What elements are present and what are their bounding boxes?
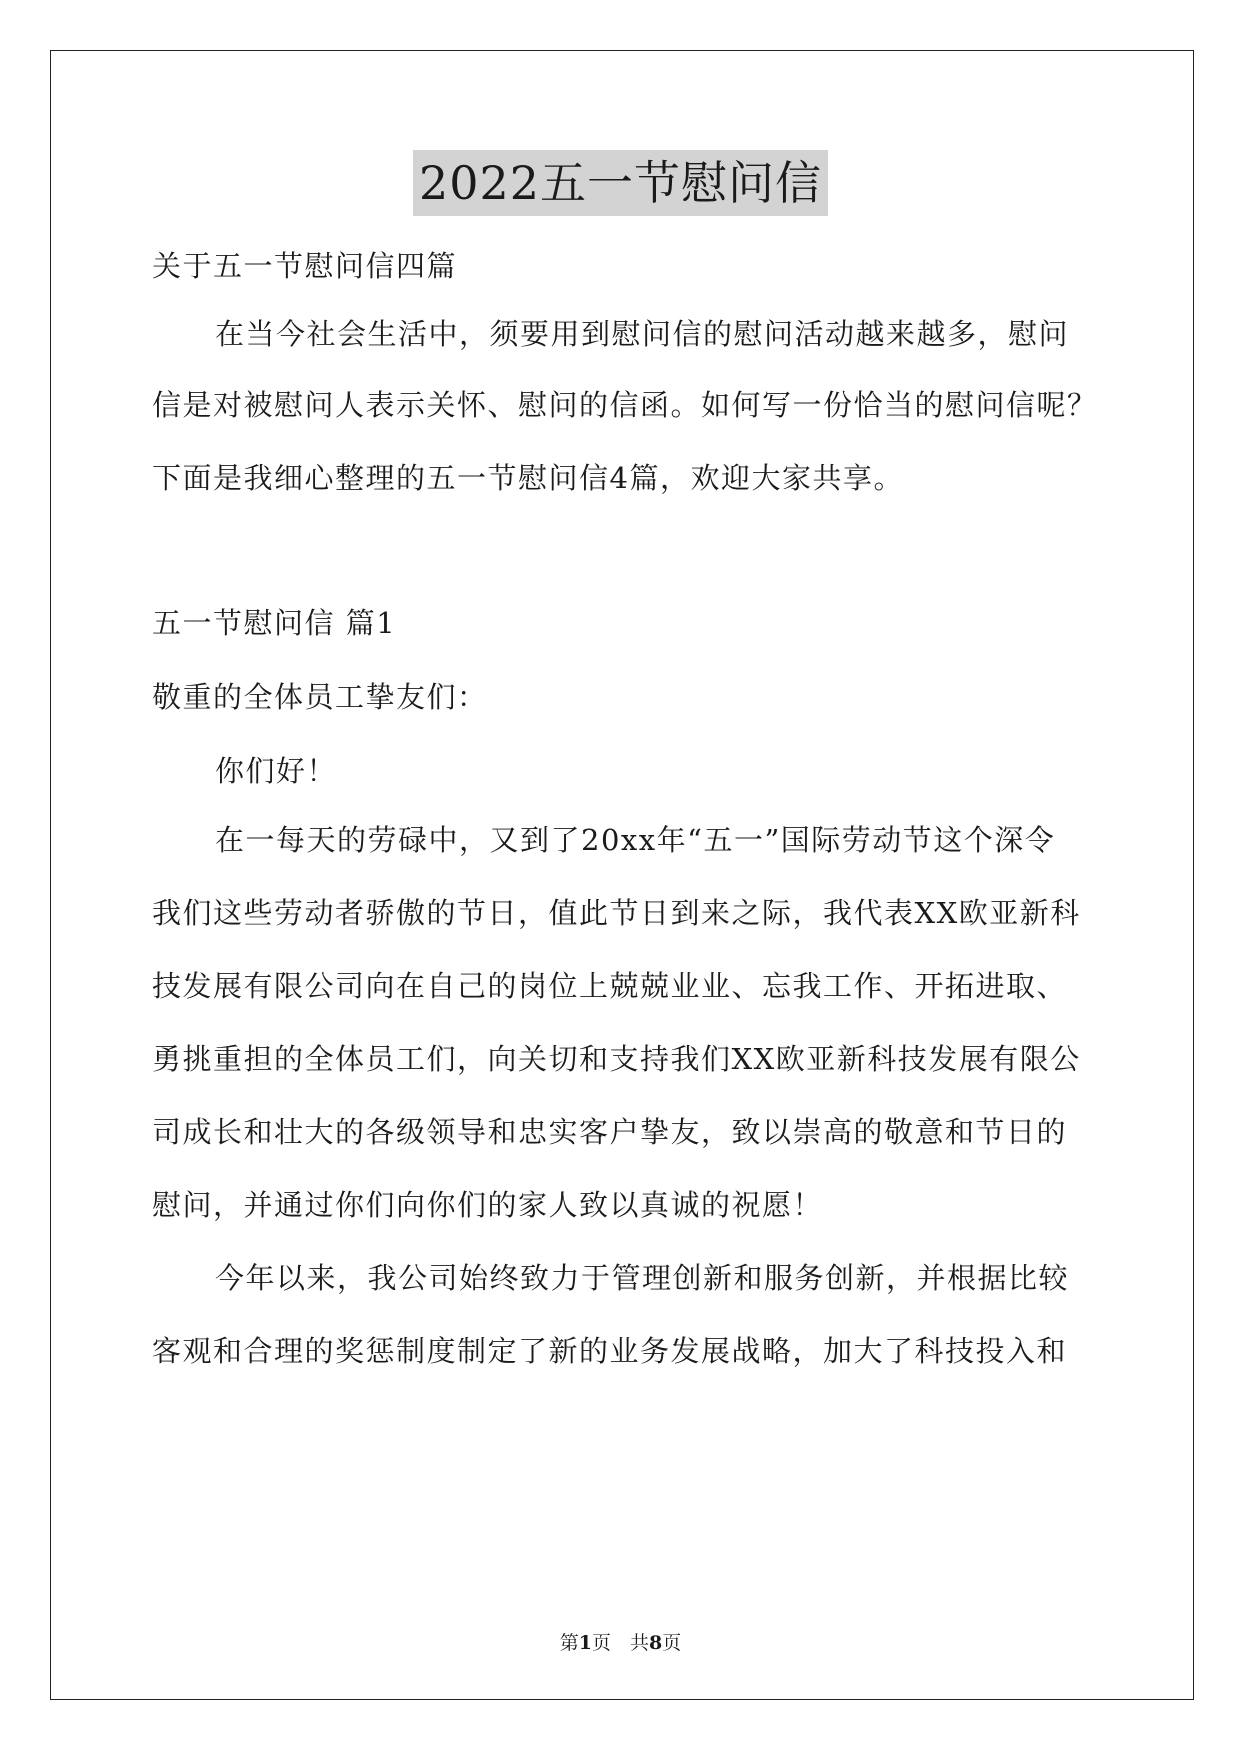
footer-prefix: 第 xyxy=(559,1632,579,1654)
paragraph-line: 在一每天的劳碌中，又到了20xx年“五一”国际劳动节这个深令 xyxy=(215,823,1056,857)
paragraph-line: 下面是我细心整理的五一节慰问信4篇，欢迎大家共享。 xyxy=(152,461,904,495)
paragraph-line: 我们这些劳动者骄傲的节日，值此节日到来之际，我代表XX欧亚新科 xyxy=(152,896,1081,930)
current-page-number: 1 xyxy=(578,1632,592,1654)
paragraph-line: 勇挑重担的全体员工们，向关切和支持我们XX欧亚新科技发展有限公 xyxy=(152,1042,1081,1076)
paragraph-line: 司成长和壮大的各级领导和忠实客户挚友，致以崇高的敬意和节日的 xyxy=(152,1115,1068,1149)
document-title: 2022五一节慰问信 xyxy=(413,150,828,216)
total-page-number: 8 xyxy=(649,1632,663,1654)
page-footer xyxy=(0,1630,1241,1656)
page-border xyxy=(50,50,1194,1700)
paragraph-line: 今年以来，我公司始终致力于管理创新和服务创新，并根据比较 xyxy=(215,1261,1070,1295)
paragraph-line: 客观和合理的奖惩制度制定了新的业务发展战略，加大了科技投入和 xyxy=(152,1334,1068,1368)
paragraph-line: 技发展有限公司向在自己的岗位上兢兢业业、忘我工作、开拓进取、 xyxy=(152,969,1068,1003)
section-heading: 五一节慰问信 篇1 xyxy=(152,606,397,640)
paragraph-line: 信是对被慰问人表示关怀、慰问的信函。如何写一份恰当的慰问信呢？ xyxy=(152,388,1098,422)
paragraph-line: 慰问，并通过你们向你们的家人致以真诚的祝愿！ xyxy=(152,1188,824,1222)
salutation-line: 敬重的全体员工挚友们： xyxy=(152,680,488,714)
subtitle-line: 关于五一节慰问信四篇 xyxy=(152,249,458,283)
document-title-wrap xyxy=(0,150,1241,216)
footer-mid: 页 共 xyxy=(591,1632,649,1654)
paragraph-line: 在当今社会生活中，须要用到慰问信的慰问活动越来越多，慰问 xyxy=(215,317,1070,351)
greeting-line: 你们好！ xyxy=(215,754,338,788)
footer-suffix: 页 xyxy=(662,1632,682,1654)
